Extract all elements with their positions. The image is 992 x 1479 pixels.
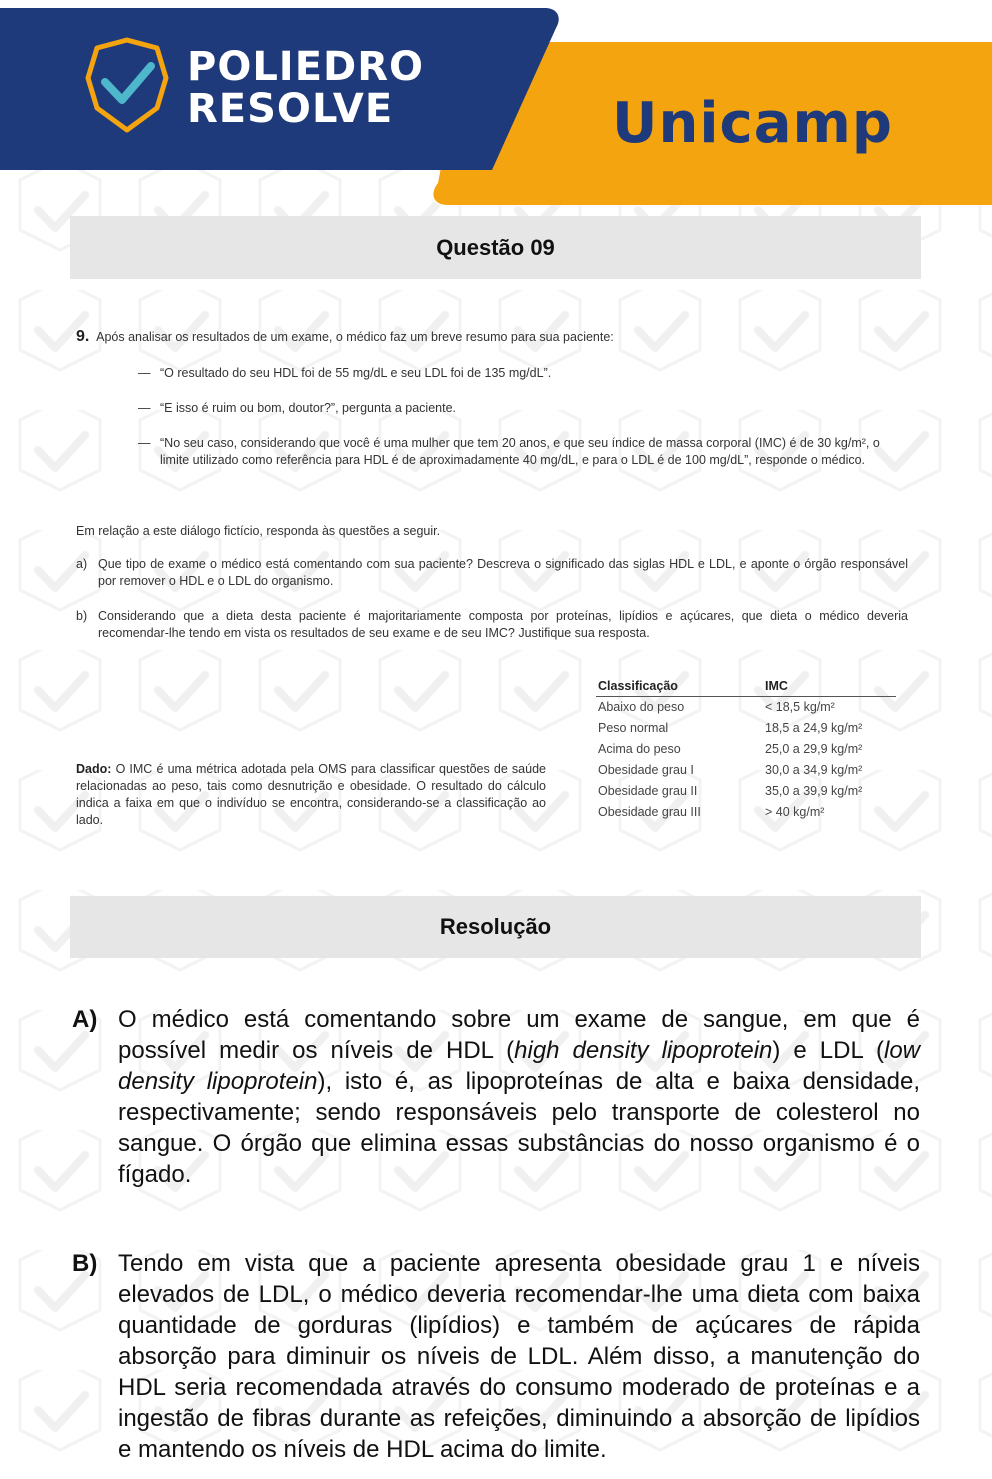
table-cell: Abaixo do peso [598,700,685,714]
table-row [596,697,896,719]
question-title: Questão 09 [436,235,555,260]
table-cell: > 40 kg/m² [765,805,825,819]
item-text: Considerando que a dieta desta paciente é majoritariamente composta por proteínas, lipídios e açúcares, que dieta o médico deveria recomendar-lhe tendo em vista os resultados de seu exame e de seu IMC? Justifique sua resposta. [98,609,908,640]
table-cell: Obesidade grau III [598,805,701,819]
table-cell: Obesidade grau II [598,784,698,798]
answer-label: B) [72,1250,98,1277]
dado-text: O IMC é uma métrica adotada pela OMS para classificar questões de saúde relacionadas ao peso, tais como desnutrição e obesidade. O resultado do cálculo indica a faixa em que o indivíduo se encontra, considerando-se a classificação ao lado. [76,762,546,827]
table-header-row [596,676,896,697]
dialog-text: “O resultado do seu HDL foi de 55 mg/dL e seu LDL foi de 135 mg/dL”. [160,366,552,380]
dialog-text: “No seu caso, considerando que você é uma mulher que tem 20 anos, e que seu índice de massa corporal (IMC) é de 30 kg/m², o limite utilizado como referência para HDL é de aproximadamente 40 mg/dL, e para o LDL é de 100 mg/dL”, responde o médico. [160,436,880,467]
brand-line-2: RESOLVE [187,86,394,132]
question-intro [76,328,614,346]
table-cell: Obesidade grau I [598,763,694,777]
table-cell: < 18,5 kg/m² [765,700,835,714]
dado-label: Dado: [76,762,112,776]
table-cell: Acima do peso [598,742,681,756]
table-cell: 30,0 a 34,9 kg/m² [765,763,863,777]
table-row [596,739,896,760]
answer-text-part: O médico está comentando sobre um exame de sangue, em que é possível medir os níveis de HDL ( [118,1006,920,1064]
dado-note [76,761,546,829]
brand-line-1: POLIEDRO [187,44,425,90]
answer-text-part: ) e LDL ( [772,1037,884,1064]
answer-label: A) [72,1006,98,1033]
dialog-dash: — [138,366,151,380]
table-header: Classificação [596,676,763,697]
answer-emphasis: high density lipoprotein [514,1037,773,1064]
table-row [596,718,896,739]
relation-text: Em relação a este diálogo fictício, responda às questões a seguir. [76,524,441,538]
brand-name [187,46,424,130]
resolution-title-bar [70,896,921,958]
table-row [596,802,896,823]
dialog-dash: — [138,436,151,450]
answer-emphasis: low density lipoprotein [118,1037,920,1095]
question-number: 9. [76,328,90,345]
table-cell: 25,0 a 29,9 kg/m² [765,742,863,756]
table-row [596,781,896,802]
table-row [596,760,896,781]
item-label: b) [76,609,88,623]
answer-text-part: ), isto é, as lipoproteínas de alta e baixa densidade, respectivamente; sendo responsáveis pelo transporte de colesterol no sangue. O órgão que elimina essas substâncias do nosso organismo é o fígado. [118,1068,921,1188]
table-cell: 18,5 a 24,9 kg/m² [765,721,863,735]
imc-table [596,676,896,823]
table-header: IMC [763,676,896,697]
dialog-dash: — [138,401,151,415]
dialog-text: “E isso é ruim ou bom, doutor?”, pergunta a paciente. [160,401,456,415]
resolution-title: Resolução [439,914,552,939]
exam-name: Unicamp [612,91,893,156]
answer-text [118,1004,920,1190]
answer-text: Tendo em vista que a paciente apresenta obesidade grau 1 e níveis elevados de LDL, o médico deveria recomendar-lhe uma dieta com baixa quantidade de gorduras (lipídios) e também de açúcares de rápida absorção para diminuir os níveis de LDL. Além disso, a manutenção do HDL seria recomendada através do consumo moderado de proteínas e a ingestão de fibras durante as refeições, diminuindo a absorção de lipídios e mantendo os níveis de HDL acima do limite. [118,1250,920,1463]
question-title-bar [70,216,921,279]
item-label: a) [76,557,88,571]
table-cell: Peso normal [598,721,669,735]
table-cell: 35,0 a 39,9 kg/m² [765,784,863,798]
question-intro-text: Após analisar os resultados de um exame, o médico faz um breve resumo para sua paciente: [96,330,614,344]
item-text: Que tipo de exame o médico está comentando com sua paciente? Descreva o significado das siglas HDL e LDL, e aponte o órgão responsável por remover o HDL e o LDL do organismo. [98,557,908,588]
